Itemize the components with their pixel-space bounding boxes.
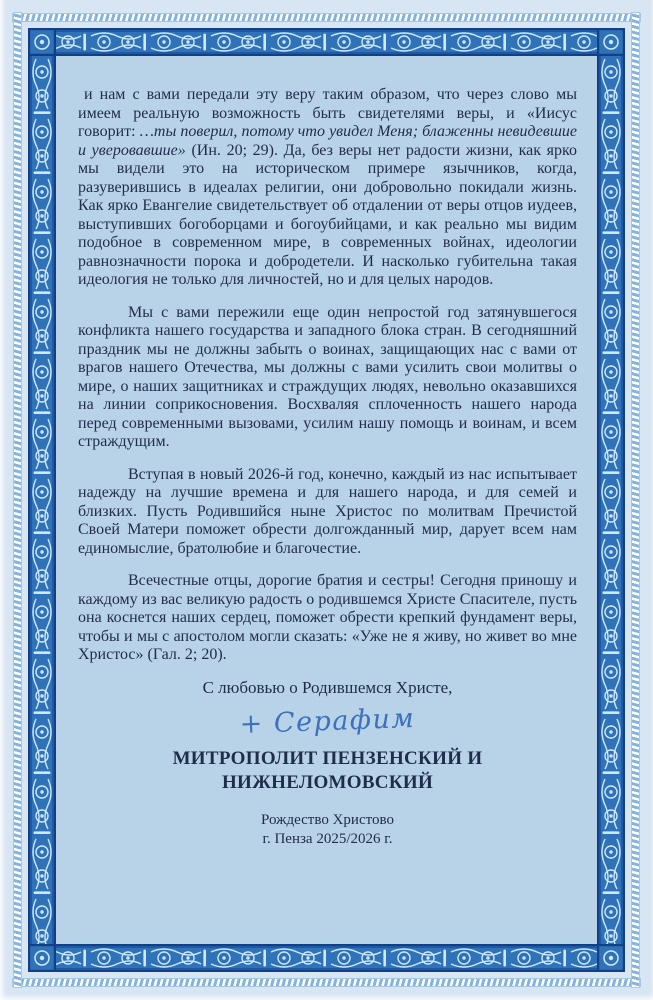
rope-border-right bbox=[631, 12, 640, 988]
signature-handwritten: + Серафим bbox=[239, 702, 416, 741]
city-year-line: г. Пенза 2025/2026 г. bbox=[262, 831, 393, 847]
rope-border-top bbox=[12, 13, 641, 22]
letter-body bbox=[78, 86, 577, 665]
paragraph: Вступая в новый 2026-й год, конечно, каждый из нас испытывает надежду на лучшие времена и для нашего народа, и для семей и близких. Пусть Родившийся ныне Христос по молитвам Пречистой Своей Матери поможет обрести долгожданный мир, дарует всем нам единомыслие, братолюбие и благочестие. bbox=[78, 465, 577, 557]
rope-border-bottom bbox=[12, 978, 641, 987]
date-place-block bbox=[78, 811, 577, 849]
metropolitan-title-line-2: НИЖНЕЛОМОВСКИЙ bbox=[221, 771, 434, 793]
paragraph: Мы с вами пережили еще один непростой год затянувшегося конфликта нашего государства и западного блока стран. В сегодняшний праздник мы не должны забыть о воинах, защищающих нас с вами от врагов нашего Отечества, мы должны с вами усилить свои молитвы о мире, о наших защитниках и страждущих людях, невольно оказавшихся на линии соприкосновения. Восхваляя сплоченность нашего народа перед современными вызовами, усилим нашу помощь и воинам, и всем страждущим. bbox=[78, 303, 577, 450]
paragraph: и нам с вами передали эту веру таким образом, что через слово мы имеем реальную возможность быть свидетелями веры, и «Иисус говорит: …ты поверил, потому что увидел Меня; блаженны невидевшие и уверовавшие» (Ин. 20; 29). Да, без веры нет радости жизни, как ярко мы видели это на историческом примере язычников, когда, разуверившись в идеалах религии, они добровольно покидали жизнь. Как ярко Евангелие свидетельствует об отдалении от веры отцов иудеев, выступивших богоборцами и богоубийцами, и как реально мы видим подобное в современном мире, в современных войнах, идеологии равнозначности порока и добродетели. И насколько губительна такая идеология не только для личностей, но и для целых народов. bbox=[78, 86, 578, 288]
paragraph: Всечестные отцы, дорогие братия и сестры! Сегодня приношу и каждому из вас великую радость о родившемся Христе Спасителе, пусть она коснется наших сердец, поможет обрести крепкий фундамент веры, чтобы и мы с апостолом могли сказать: «Уже не я живу, но живет во мне Христос» (Гал. 2; 20). bbox=[78, 572, 577, 663]
feast-line: Рождество Христово bbox=[261, 812, 394, 828]
metropolitan-title bbox=[78, 747, 577, 794]
metropolitan-title-line-1: МИТРОПОЛИТ ПЕНЗЕНСКИЙ И bbox=[172, 748, 483, 769]
letter-field bbox=[56, 56, 597, 944]
letter-content bbox=[78, 86, 577, 849]
closing-line: С любовью о Родившемся Христе, bbox=[202, 677, 453, 697]
rope-border-left bbox=[13, 12, 22, 988]
